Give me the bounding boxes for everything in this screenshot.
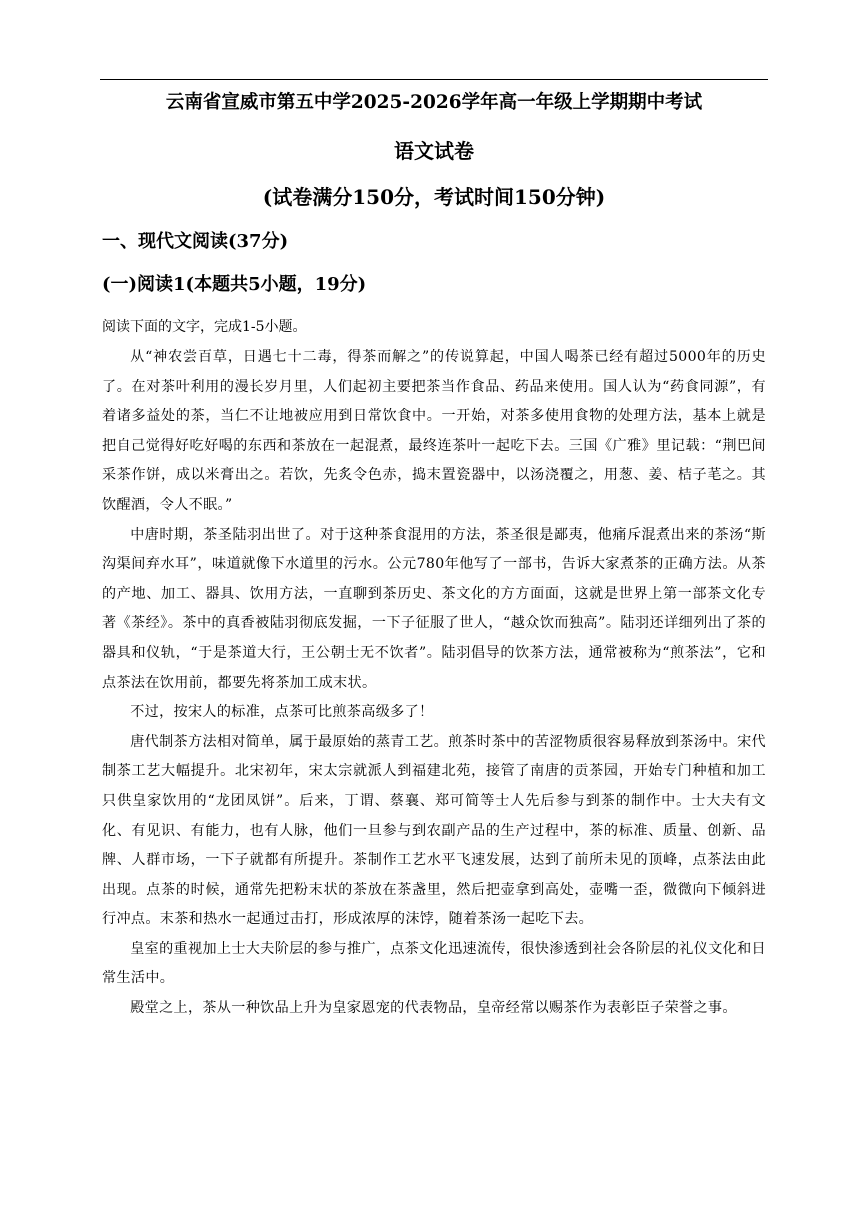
section-heading: 一、现代文阅读(37分) xyxy=(102,231,289,252)
exam-note: (试卷满分150分，考试时间150分钟) xyxy=(262,185,606,209)
header-rule xyxy=(100,79,768,80)
reading-instruction: 阅读下面的文字，完成1-5小题。 xyxy=(102,319,307,335)
part-heading: (一)阅读1(本题共5小题，19分) xyxy=(102,274,367,295)
passage-paragraph-6: 殿堂之上，茶从一种饮品上升为皇家恩宠的代表物品，皇帝经常以赐茶作为表彰臣子荣誉之事。 xyxy=(130,1000,737,1017)
exam-subject: 语文试卷 xyxy=(394,139,474,163)
passage-paragraph-1: 从“神农尝百草，日遇七十二毒，得茶而解之”的传说算起，中国人喝茶已经有超过5000年的历史了。在对茶叶利用的漫长岁月里，人们起初主要把茶当作食品、药品来使用。国人认为“药食同源”，有着诸多益处的茶，当仁不让地被应用到日常饮食中。一开始，对茶多使用食物的处理方法，基本上就是把自己觉得好吃好喝的东西和茶放在一起混煮，最终连茶叶一起吃下去。三国《广雅》里记载：“荆巴间采茶作饼，成以米膏出之。若饮，先炙令色赤，捣末置瓷器中，以汤浇覆之，用葱、姜、桔子芼之。其饮醒酒，令人不眠。” xyxy=(102,349,766,513)
exam-title: 云南省宣威市第五中学2025-2026学年高一年级上学期期中考试 xyxy=(165,92,703,113)
passage-paragraph-2: 中唐时期，茶圣陆羽出世了。对于这种茶食混用的方法，茶圣很是鄙夷，他痛斥混煮出来的茶汤“斯沟渠间弃水耳”，味道就像下水道里的污水。公元780年他写了一部书，告诉大家煮茶的正确方法。从茶的产地、加工、器具、饮用方法，一直聊到茶历史、茶文化的方方面面，这就是世界上第一部茶文化专著《茶经》。茶中的真香被陆羽彻底发掘，一下子征服了世人，“越众饮而独高”。陆羽还详细列出了茶的器具和仪轨，“于是茶道大行，王公朝士无不饮者”。陆羽倡导的饮茶方法，通常被称为“煎茶法”，它和点茶法在饮用前，都要先将茶加工成末状。 xyxy=(102,526,766,691)
reading-passage xyxy=(102,343,766,1024)
passage-paragraph-4: 唐代制茶方法相对简单，属于最原始的蒸青工艺。煎茶时茶中的苦涩物质很容易释放到茶汤中。宋代制茶工艺大幅提升。北宋初年，宋太宗就派人到福建北苑，接管了南唐的贡茶园，开始专门种植和加工只供皇家饮用的“龙团凤饼”。后来，丁谓、蔡襄、郑可简等士人先后参与到茶的制作中。士大夫有文化、有见识、有能力，也有人脉，他们一旦参与到农副产品的生产过程中，茶的标准、质量、创新、品牌、人群市场，一下子就都有所提升。茶制作工艺水平飞速发展，达到了前所未见的顶峰，点茶法由此出现。点茶的时候，通常先把粉末状的茶放在茶盏里，然后把壶拿到高处，壶嘴一歪，微微向下倾斜进行冲点。末茶和热水一起通过击打，形成浓厚的沫饽，随着茶汤一起吃下去。 xyxy=(102,733,766,928)
passage-paragraph-3: 不过，按宋人的标准，点茶可比煎茶高级多了！ xyxy=(130,704,434,721)
passage-paragraph-5: 皇室的重视加上士大夫阶层的参与推广，点茶文化迅速流传，很快渗透到社会各阶层的礼仪文化和日常生活中。 xyxy=(102,940,766,987)
